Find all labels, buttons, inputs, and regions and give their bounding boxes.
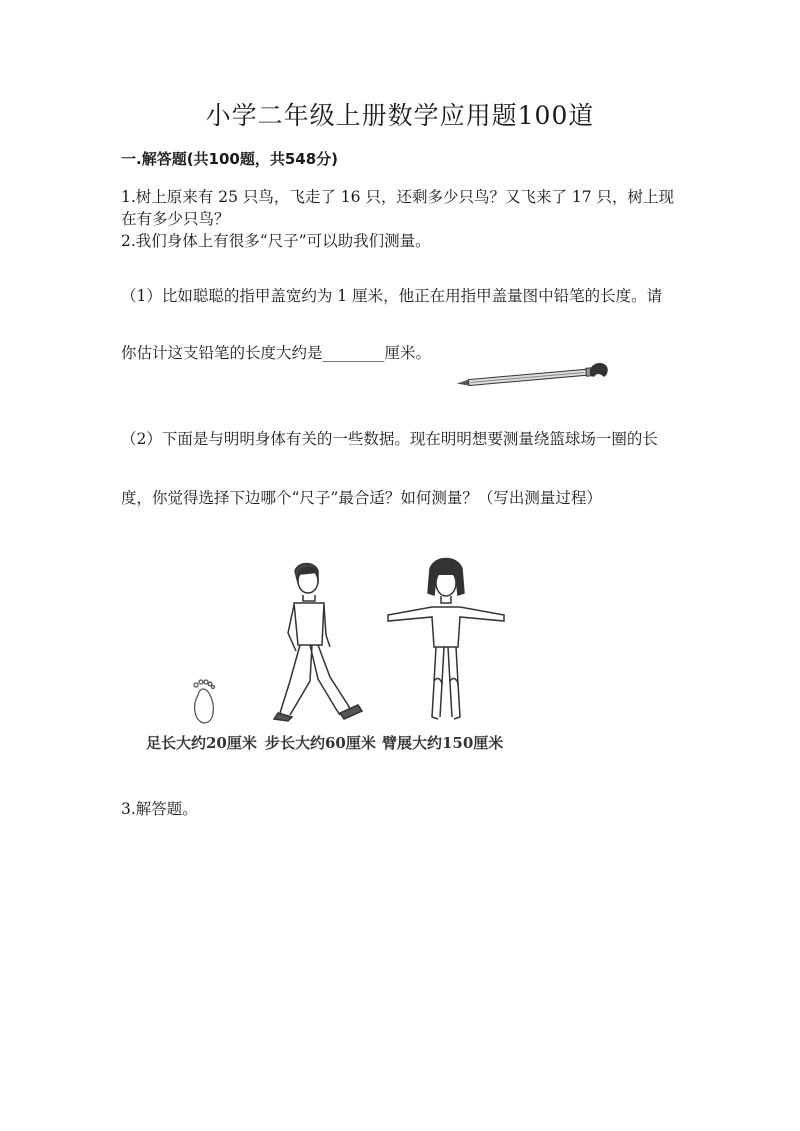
question-2-part-1-line-1: （1）比如聪聪的指甲盖宽约为 1 厘米，他正在用指甲盖量图中铅笔的长度。请 [121, 287, 663, 305]
caption-step-length: 步长大约60厘米 [265, 734, 376, 752]
question-2-part-1-line-2: 你估计这支铅笔的长度大约是________厘米。 [121, 344, 432, 362]
footprint-icon [194, 680, 215, 723]
section-heading: 一.解答题(共100题，共548分) [121, 150, 339, 168]
pencil-illustration [452, 355, 612, 389]
girl-arm-span-illustration [388, 559, 504, 720]
question-3: 3.解答题。 [121, 800, 198, 818]
question-2-intro: 2.我们身体上有很多“尺子”可以助我们测量。 [121, 232, 431, 250]
question-1-line-2: 在有多少只鸟？ [121, 210, 230, 228]
page-title: 小学二年级上册数学应用题100道 [205, 101, 595, 130]
body-rulers-figure [140, 555, 520, 730]
question-1-line-1: 1.树上原来有 25 只鸟，飞走了 16 只，还剩多少只鸟？又飞来了 17 只，树上现 [121, 188, 675, 206]
caption-arm-span: 臂展大约150厘米 [382, 734, 504, 752]
caption-foot-length: 足长大约20厘米 [146, 734, 257, 752]
walking-boy-illustration [274, 564, 362, 722]
question-2-part-2-line-2: 度，你觉得选择下边哪个“尺子”最合适？如何测量？（写出测量过程） [121, 489, 602, 507]
question-2-part-2-line-1: （2）下面是与明明身体有关的一些数据。现在明明想要测量绕篮球场一圈的长 [121, 430, 658, 448]
